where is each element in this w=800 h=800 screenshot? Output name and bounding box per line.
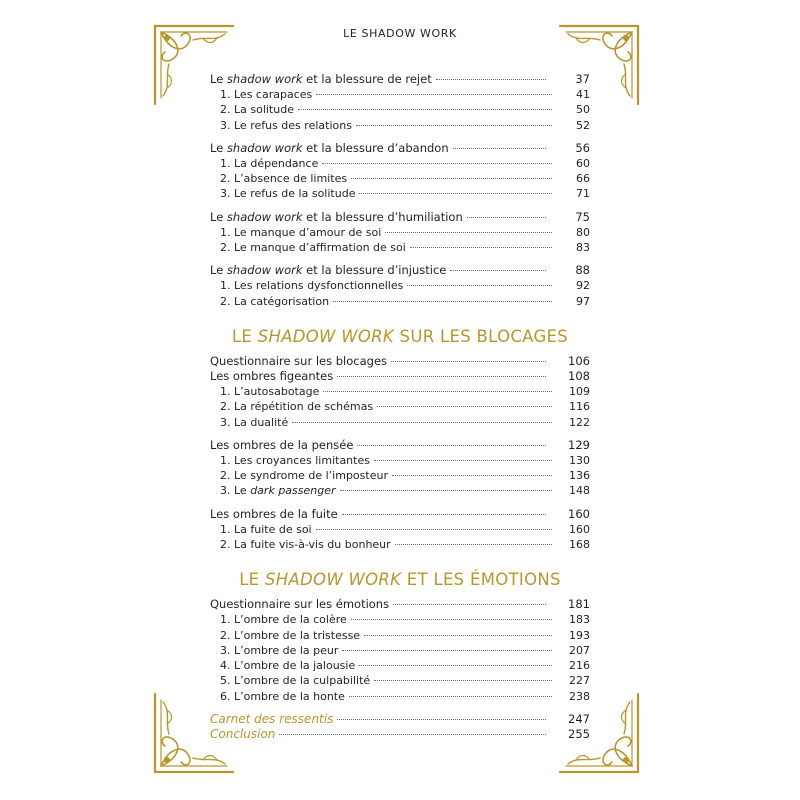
dot-leader (322, 163, 552, 164)
dot-leader (340, 490, 552, 491)
dot-leader (342, 514, 546, 515)
dot-leader (337, 376, 546, 377)
toc-subentry[interactable] (210, 415, 590, 430)
toc-subentry[interactable] (210, 483, 590, 498)
page-number: 92 (576, 279, 590, 293)
toc-entry-title-post: et la blessure d’abandon (302, 140, 449, 155)
toc-subentry[interactable] (210, 522, 590, 537)
page-number: 130 (569, 454, 590, 468)
toc-subentry-label: 3. La dualité (220, 415, 289, 429)
toc-entry-label: Questionnaire sur les émotions (210, 597, 390, 612)
dot-leader (323, 391, 552, 392)
toc-group-abandon (210, 141, 590, 202)
toc-entry-label: Questionnaire sur les blocages (210, 353, 388, 368)
toc-subentry[interactable] (210, 186, 590, 201)
toc-subentry[interactable] (210, 643, 590, 658)
toc-entry-label: Conclusion (210, 726, 276, 741)
page-number: 129 (568, 437, 590, 452)
dot-leader (364, 635, 552, 636)
running-head: LE SHADOW WORK (343, 27, 457, 40)
dot-leader (407, 285, 552, 286)
dot-leader (292, 422, 552, 423)
dot-leader (467, 217, 546, 218)
toc-subentry-label: 4. L’ombre de la jalousie (220, 659, 356, 673)
section-title-pre: LE (239, 570, 265, 590)
toc-subentry[interactable] (210, 240, 590, 255)
page-number: 160 (569, 522, 590, 536)
page-number: 66 (576, 172, 590, 186)
toc-group-figeantes (210, 369, 590, 430)
section-title-em: SHADOW WORK (264, 570, 402, 590)
page-number: 216 (569, 659, 590, 673)
toc-subentry-label: 5. L’ombre de la culpabilité (220, 674, 371, 688)
toc-subentry-label: 2. La fuite vis-à-vis du bonheur (220, 538, 391, 552)
toc-entry-title-pre: Le (210, 72, 227, 86)
toc-subentry-label: 3. Le refus des relations (220, 118, 352, 132)
page-number: 136 (569, 469, 590, 483)
toc-group-pensee (210, 438, 590, 499)
dot-leader (392, 475, 552, 476)
toc-subentry[interactable] (210, 384, 590, 399)
toc-entry-carnet[interactable] (210, 712, 590, 727)
toc-subentry[interactable] (210, 102, 590, 117)
toc-subentry-label: 2. L’ombre de la tristesse (220, 628, 361, 642)
page-number: 168 (569, 538, 590, 552)
toc-subentry-label: 2. La répétition de schémas (220, 400, 374, 414)
toc-entry-title-post: et la blessure d’injustice (302, 263, 447, 278)
page-number: 88 (575, 263, 590, 278)
toc-group-rejet (210, 72, 590, 133)
toc-subentry-label: 1. L’ombre de la colère (220, 613, 347, 627)
dot-leader (374, 680, 552, 681)
dot-leader (351, 178, 552, 179)
toc-subentry-label: 2. La solitude (220, 103, 294, 117)
page-number: 71 (576, 187, 590, 201)
page-number: 148 (569, 484, 590, 498)
toc-entry[interactable] (210, 210, 590, 225)
toc-entry-conclusion[interactable] (210, 727, 590, 742)
page-number: 97 (576, 294, 590, 308)
toc-entry-label: Les ombres de la fuite (210, 506, 338, 521)
toc-subentry-label: 3. L’ombre de la peur (220, 643, 339, 657)
dot-leader (395, 544, 552, 545)
section-title-pre: LE (231, 326, 258, 346)
toc-subentry[interactable] (210, 156, 590, 171)
toc-entry-title-em: shadow work (226, 263, 303, 278)
toc-entry-title-em: shadow work (226, 72, 303, 86)
dot-leader (436, 79, 546, 80)
toc-entry[interactable] (210, 438, 590, 453)
page-number: 106 (568, 353, 590, 368)
toc-entry[interactable] (210, 597, 590, 612)
dot-leader (351, 619, 552, 620)
toc-entry-label: Carnet des ressentis (210, 711, 334, 726)
dot-leader (342, 650, 552, 651)
dot-leader (391, 361, 546, 362)
toc-subentry[interactable] (210, 673, 590, 688)
dot-leader (298, 109, 552, 110)
dot-leader (377, 406, 552, 407)
dot-leader (453, 148, 546, 149)
section-title-em: SHADOW WORK (257, 326, 394, 346)
toc-subentry[interactable] (210, 612, 590, 627)
page-number: 80 (576, 225, 590, 239)
page-number: 75 (575, 209, 590, 224)
page-number: 238 (569, 689, 590, 703)
page-number: 207 (569, 643, 590, 657)
dot-leader (337, 719, 546, 720)
toc-subentry[interactable] (210, 453, 590, 468)
toc-subentry-label-em: dark passenger (250, 484, 336, 498)
toc-entry-title-em: shadow work (226, 209, 303, 224)
toc-entry-title-pre: Le (210, 140, 227, 155)
dot-leader (279, 734, 546, 735)
toc-group-humiliation (210, 210, 590, 256)
toc-subentry-label: 1. La fuite de soi (220, 522, 312, 536)
toc-subentry-label-pre: 3. Le (220, 484, 251, 498)
toc-subentry-label: 1. Les croyances limitantes (220, 454, 370, 468)
toc-subentry-label: 1. Le manque d’amour de soi (220, 225, 382, 239)
dot-leader (450, 270, 546, 271)
dot-leader (356, 125, 552, 126)
dot-leader (357, 445, 546, 446)
toc-entry-title-pre: Le (210, 209, 227, 224)
page-number: 56 (575, 140, 590, 155)
toc-subentry[interactable] (210, 658, 590, 673)
toc-subentry[interactable] (210, 468, 590, 483)
dot-leader (333, 301, 552, 302)
page-number: 116 (569, 400, 590, 414)
toc-entry[interactable] (210, 72, 590, 87)
page-number: 52 (576, 118, 590, 132)
page-number: 247 (568, 711, 590, 726)
section-title-blocages (210, 327, 590, 346)
page-number: 37 (575, 72, 590, 86)
toc-subentry[interactable] (210, 399, 590, 414)
section-title-post: SUR LES BLOCAGES (394, 326, 569, 346)
toc-entry-title-post: et la blessure de rejet (302, 72, 432, 86)
toc-subentry[interactable] (210, 87, 590, 102)
toc-group-injustice (210, 263, 590, 309)
page-number: 227 (569, 674, 590, 688)
page-number: 41 (576, 88, 590, 102)
toc-entry[interactable] (210, 369, 590, 384)
toc-entry[interactable] (210, 507, 590, 522)
page-number: 122 (569, 415, 590, 429)
dot-leader (359, 665, 552, 666)
dot-leader (316, 94, 552, 95)
toc-subentry[interactable] (210, 171, 590, 186)
toc-subentry-label: 2. Le syndrome de l’imposteur (220, 469, 388, 483)
page-number: 181 (568, 597, 590, 612)
toc-subentry-label: 3. Le refus de la solitude (220, 187, 356, 201)
toc-subentry[interactable] (210, 294, 590, 309)
toc-subentry[interactable] (210, 689, 590, 704)
toc-group-emotions (210, 597, 590, 703)
dot-leader (359, 193, 552, 194)
toc-subentry-label: 1. Les relations dysfonctionnelles (220, 279, 404, 293)
section-title-emotions (210, 570, 590, 589)
toc-entry-title-em: shadow work (226, 140, 303, 155)
toc-subentry-label: 1. La dépendance (220, 157, 319, 171)
page-number: 108 (568, 369, 590, 384)
toc-subentry-label: 6. L’ombre de la honte (220, 689, 345, 703)
toc-group-fuite (210, 507, 590, 553)
toc-subentry-label: 2. Le manque d’affirmation de soi (220, 241, 406, 255)
toc-subentry-label: 2. L’absence de limites (220, 172, 348, 186)
page-number: 50 (576, 103, 590, 117)
toc-subentry-label: 2. La catégorisation (220, 294, 330, 308)
toc-entry-title-post: et la blessure d’humiliation (302, 209, 463, 224)
section-title-post: ET LES ÉMOTIONS (401, 570, 561, 590)
page-number: 83 (576, 241, 590, 255)
page-number: 109 (569, 385, 590, 399)
page-number: 193 (569, 628, 590, 642)
toc-entry[interactable] (210, 263, 590, 278)
dot-leader (385, 232, 552, 233)
table-of-contents (210, 72, 590, 742)
toc-entry-label: Les ombres de la pensée (210, 437, 354, 452)
page-number: 160 (568, 506, 590, 521)
dot-leader (410, 247, 552, 248)
toc-entry[interactable] (210, 141, 590, 156)
toc-subentry[interactable] (210, 537, 590, 552)
toc-subentry-label: 1. Les carapaces (220, 88, 313, 102)
toc-entry-label: Les ombres figeantes (210, 369, 334, 384)
page-number: 60 (576, 157, 590, 171)
dot-leader (316, 529, 552, 530)
toc-subentry[interactable] (210, 225, 590, 240)
toc-entry-title-pre: Le (210, 263, 227, 278)
toc-subentry[interactable] (210, 278, 590, 293)
dot-leader (393, 604, 546, 605)
dot-leader (374, 460, 552, 461)
toc-subentry[interactable] (210, 628, 590, 643)
page-number: 183 (569, 613, 590, 627)
toc-entry[interactable] (210, 354, 590, 369)
page-number: 255 (568, 726, 590, 741)
toc-subentry-label: 1. L’autosabotage (220, 385, 320, 399)
toc-subentry[interactable] (210, 118, 590, 133)
dot-leader (349, 696, 552, 697)
